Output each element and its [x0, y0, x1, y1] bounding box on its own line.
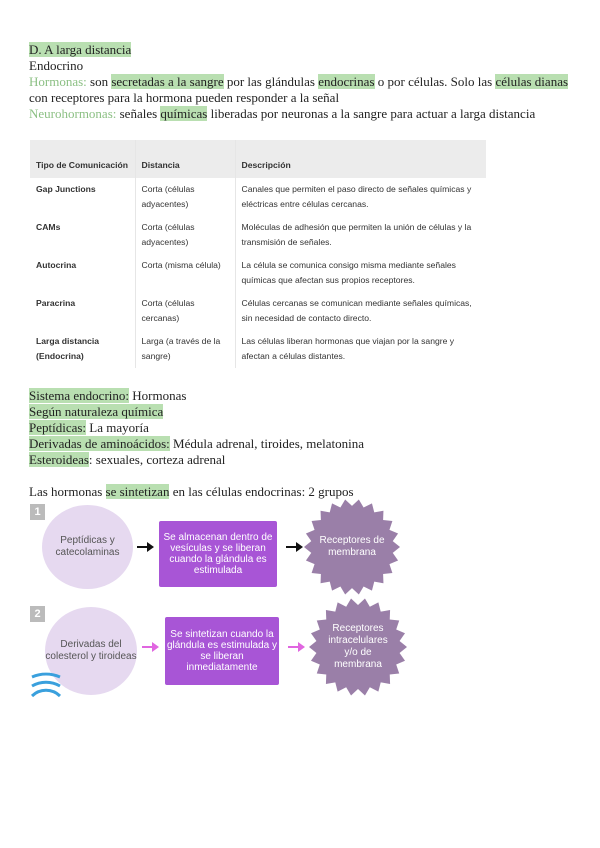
highlight: Sistema endocrino: [29, 388, 130, 403]
header-distancia: Distancia [135, 140, 235, 178]
table-row [30, 216, 486, 254]
highlight: Peptídicas: [29, 420, 87, 435]
text: Hormonas [129, 388, 187, 403]
arrow-right-icon [286, 541, 304, 553]
intro-section [29, 42, 574, 122]
box-label: Se almacenan dentro de vesículas y se liberan cuando la glándula es estimulada [163, 532, 273, 576]
highlight: Según naturaleza química [29, 404, 164, 419]
cell-tipo: CAMs [36, 222, 61, 232]
arrow-right-icon [288, 641, 306, 653]
cell-tipo: Larga distancia (Endocrina) [36, 336, 100, 361]
text: : sexuales, corteza adrenal [88, 452, 226, 467]
highlight: células dianas [495, 74, 569, 89]
circle-label: Peptídicas y catecolaminas [55, 535, 120, 558]
hormonas-paragraph [29, 74, 574, 106]
highlight: endocrinas [318, 74, 375, 89]
cell-tipo: Paracrina [36, 298, 76, 308]
intracellular-receptor-star [308, 597, 408, 697]
cell-distancia: Larga (a través de la sangre) [135, 330, 235, 368]
communication-table [30, 140, 486, 368]
text: o por células. Solo las [374, 74, 496, 89]
subheading: Endocrino [29, 58, 84, 73]
box-label: Se sintetizan cuando la glándula es estimulada y se liberan inmediatamente [166, 629, 278, 673]
neuro-label: Neurohormonas: [29, 106, 117, 121]
cell-descripcion: Las células liberan hormonas que viajan por la sangre y afectan a células distantes. [235, 330, 486, 368]
star-label: Receptores de membrana [319, 535, 385, 558]
cell-descripcion: Canales que permiten el paso directo de señales químicas y eléctricas entre células cercanas. [235, 178, 486, 216]
text: con receptores para la hormona pueden responder a la señal [29, 90, 340, 105]
signal-arcs-icon [30, 672, 64, 698]
text: La mayoría [86, 420, 149, 435]
table-row [30, 330, 486, 368]
synthesis-box [165, 617, 279, 685]
cell-descripcion: La célula se comunica consigo misma mediante señales químicas que afectan sus propios receptores. [235, 254, 486, 292]
highlight: secretadas a la sangre [111, 74, 224, 89]
cell-descripcion: Células cercanas se comunican mediante señales químicas, sin necesidad de contacto directo. [235, 292, 486, 330]
cell-distancia: Corta (células cercanas) [135, 292, 235, 330]
highlight: químicas [160, 106, 208, 121]
text: Las hormonas [29, 484, 106, 499]
peptide-circle [42, 505, 133, 589]
cell-descripcion: Moléculas de adhesión que permiten la unión de células y la transmisión de señales. [235, 216, 486, 254]
text: en las células endocrinas: 2 grupos [169, 484, 354, 499]
cell-distancia: Corta (células adyacentes) [135, 216, 235, 254]
hormonas-label: Hormonas: [29, 74, 87, 89]
text: son [86, 74, 112, 89]
endocrine-section [29, 388, 574, 468]
group-number: 1 [30, 504, 45, 520]
table-header-row [30, 140, 486, 178]
arrow-right-icon [137, 541, 155, 553]
table-row [30, 292, 486, 330]
neuro-paragraph [29, 106, 574, 122]
highlight: Derivadas de aminoácidos: [29, 436, 170, 451]
cell-distancia: Corta (células adyacentes) [135, 178, 235, 216]
text: Médula adrenal, tiroides, melatonina [169, 436, 365, 451]
highlight: se sintetizan [105, 484, 170, 499]
membrane-receptor-star [303, 498, 401, 596]
table-row [30, 178, 486, 216]
group-number: 2 [30, 606, 45, 622]
section-heading: D. A larga distancia [29, 42, 132, 57]
text: por las glándulas [223, 74, 319, 89]
text: señales [116, 106, 161, 121]
header-tipo: Tipo de Comunicación [30, 140, 135, 178]
storage-box [159, 521, 277, 587]
circle-label: Derivadas del colesterol y tiroideas [45, 639, 137, 662]
cell-distancia: Corta (misma célula) [135, 254, 235, 292]
cell-tipo: Gap Junctions [36, 184, 96, 194]
header-descripcion: Descripción [235, 140, 486, 178]
highlight: Esteroideas [29, 452, 89, 467]
star-label: Receptores intracelulares y/o de membrana [328, 623, 388, 670]
text: liberadas por neuronas a la sangre para actuar a larga distancia [207, 106, 536, 121]
arrow-right-icon [142, 641, 160, 653]
cell-tipo: Autocrina [36, 260, 77, 270]
table-row [30, 254, 486, 292]
